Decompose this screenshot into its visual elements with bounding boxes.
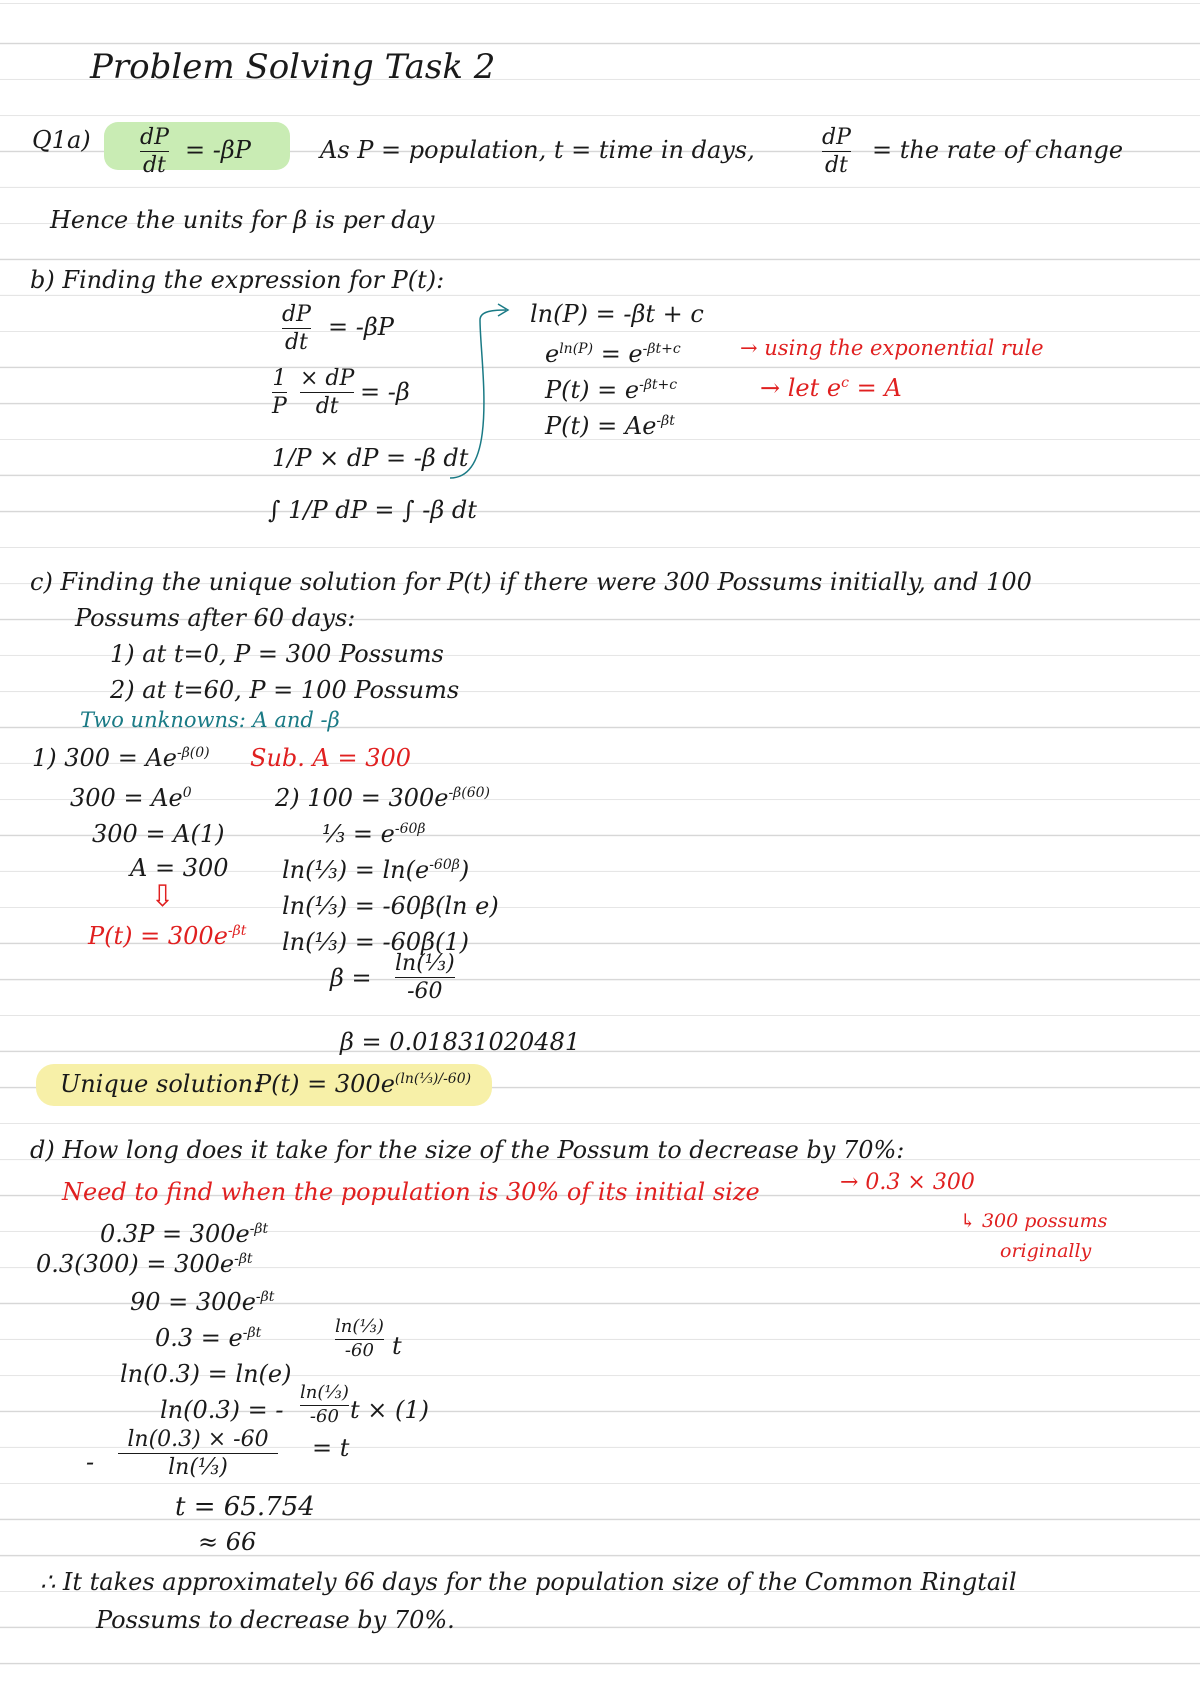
q1d-s6-den: -60 xyxy=(309,1405,339,1427)
q1b-heading: b) Finding the expression for P(t): xyxy=(30,266,445,294)
q1a-eq-fraction xyxy=(140,126,169,177)
q1a-text1: As P = population, t = time in days, xyxy=(320,136,755,164)
q1c-m5: ln(⅓) = -60β(1) xyxy=(282,928,470,956)
q1c-unknowns: Two unknowns: A and -β xyxy=(80,708,340,732)
q1c-m6-den: -60 xyxy=(407,979,443,1005)
q1d-note2: originally xyxy=(1000,1240,1092,1262)
q1c-m6-fraction xyxy=(395,952,455,1003)
q1a-rate-num: dP xyxy=(822,125,851,150)
down-arrow-icon: ⇩ xyxy=(150,879,176,914)
q1b-step1-fraction xyxy=(282,303,311,354)
q1c-cond1: 1) at t=0, P = 300 Possums xyxy=(110,640,444,668)
q1d-need: Need to find when the population is 30% of its initial size xyxy=(62,1178,760,1206)
q1d-s8: t = 65.754 xyxy=(175,1492,315,1522)
q1a-text2: = the rate of change xyxy=(872,136,1124,164)
q1c-cond2: 2) at t=60, P = 100 Possums xyxy=(110,676,460,704)
q1d-s6-fraction xyxy=(300,1384,349,1427)
q1d-s3: $90 = 300e^{-\beta t}$ xyxy=(130,1288,275,1316)
q1d-s4b-num: ln(⅓) xyxy=(335,1316,384,1337)
q1d-s5: ln(0.3) = ln(e) xyxy=(120,1360,292,1388)
q1b-connector-arrow xyxy=(440,300,520,490)
q1c-sub: Sub. A = 300 xyxy=(250,744,412,772)
q1d-s7-num: ln(0.3) × -60 xyxy=(127,1427,269,1452)
q1c-m6-lhs: β = xyxy=(330,964,372,992)
q1b-step2-fraction1 xyxy=(272,367,287,418)
q1d-need-arrow: → 0.3 × 300 xyxy=(840,1170,975,1195)
q1c-m4: ln(⅓) = -60β(ln e) xyxy=(282,892,499,920)
q1d-s9: ≈ 66 xyxy=(198,1528,257,1556)
q1a-rate-fraction xyxy=(822,126,851,177)
q1d-conclusion-line1: ∴ It takes approximately 66 days for the population size of the Common Ringtail xyxy=(40,1568,1017,1596)
q1c-m2: ⅓ = $e^{-60\beta}$ xyxy=(322,820,426,848)
unique-label: Unique solution: xyxy=(60,1070,262,1098)
q1d-s7-fraction xyxy=(118,1428,278,1479)
q1a-rate-den: dt xyxy=(824,153,848,179)
q1b-step2-mid-den: dt xyxy=(315,394,339,420)
q1d-s7-end: = t xyxy=(312,1434,350,1462)
q1b-step1-num: dP xyxy=(282,302,311,327)
q1b-step2-lhs: 1 xyxy=(272,366,287,391)
q1d-conclusion-line2: Possums to decrease by 70%. xyxy=(96,1606,455,1634)
q1a-conclusion: Hence the units for β is per day xyxy=(50,206,435,234)
q1b-r4: $P(t) = Ae^{-\beta t}$ xyxy=(545,412,675,440)
q1b-r2: $e^{ln(P)} = e^{-\beta t+c}$ xyxy=(545,340,681,368)
q1b-r2-note: → using the exponential rule xyxy=(740,336,1044,360)
q1b-step2-den: P xyxy=(272,394,287,420)
q1a-label: Q1a) xyxy=(32,126,91,154)
q1d-s4: $0.3 = e^{-\beta t}$ xyxy=(155,1324,262,1352)
q1c-heading-line2: Possums after 60 days: xyxy=(75,604,356,632)
q1b-step3: 1/P × dP = -β dt xyxy=(272,444,469,472)
q1d-s6-num: ln(⅓) xyxy=(300,1382,349,1403)
q1c-l1: 1) $300 = Ae^{-\beta(0)}$ xyxy=(32,744,210,772)
q1c-m6-num: ln(⅓) xyxy=(395,951,455,976)
q1c-m1: 2) $100 = 300e^{-\beta(60)}$ xyxy=(275,784,491,812)
q1d-s6: ln(0.3) = - xyxy=(160,1396,284,1424)
q1d-s4b-t: t xyxy=(392,1332,402,1360)
q1c-m7: β = 0.01831020481 xyxy=(340,1028,581,1056)
q1a-eq-rhs: = -βP xyxy=(185,136,251,164)
q1d-s2: $0.3(300) = 300e^{-\beta t}$ xyxy=(36,1250,253,1278)
q1d-s1: $0.3P = 300e^{-\beta t}$ xyxy=(100,1220,269,1248)
q1d-s7-minus: - xyxy=(86,1448,95,1476)
q1c-l4: A = 300 xyxy=(130,854,229,882)
q1b-step4: ∫ 1/P dP = ∫ -β dt xyxy=(268,496,477,524)
q1b-r3: $P(t) = e^{-\beta t+c}$ xyxy=(545,376,678,404)
q1c-l2: $300 = Ae^0$ xyxy=(70,784,192,812)
q1c-m3: ln(⅓) = $\ln(e^{-60\beta})$ xyxy=(282,856,470,884)
q1b-step2-mid: × dP xyxy=(300,366,355,391)
unique-eq: $P(t) = 300e^{(ln(\frac{1}{3})/-60)}$ xyxy=(255,1070,472,1098)
q1b-r3-note: → let $e^c = A$ xyxy=(760,374,902,402)
q1a-eq-den: dt xyxy=(142,153,166,179)
q1c-heading-line1: c) Finding the unique solution for P(t) if there were 300 Possums initially, and 100 xyxy=(30,568,1032,596)
q1d-s4b-den: -60 xyxy=(344,1339,374,1361)
q1d-heading: d) How long does it take for the size of the Possum to decrease by 70%: xyxy=(30,1136,905,1164)
q1c-pt: $P(t) = 300e^{-\beta t}$ xyxy=(88,922,247,950)
q1b-step2-rhs: = -β xyxy=(360,378,410,406)
q1d-s7-den: ln(⅓) xyxy=(168,1455,228,1481)
q1b-r1: ln(P) = -βt + c xyxy=(530,300,704,328)
q1b-step1-den: dt xyxy=(284,330,308,356)
q1d-note1: ↳ 300 possums xyxy=(960,1210,1108,1232)
q1b-step2-fraction2 xyxy=(300,367,354,418)
q1b-step1-rhs: = -βP xyxy=(328,313,394,341)
page-title: Problem Solving Task 2 xyxy=(90,47,496,87)
q1c-l3: 300 = A(1) xyxy=(92,820,225,848)
q1d-s6-end: t × (1) xyxy=(350,1396,430,1424)
q1a-eq-num: dP xyxy=(140,125,169,150)
q1d-s4b-fraction xyxy=(335,1318,384,1361)
